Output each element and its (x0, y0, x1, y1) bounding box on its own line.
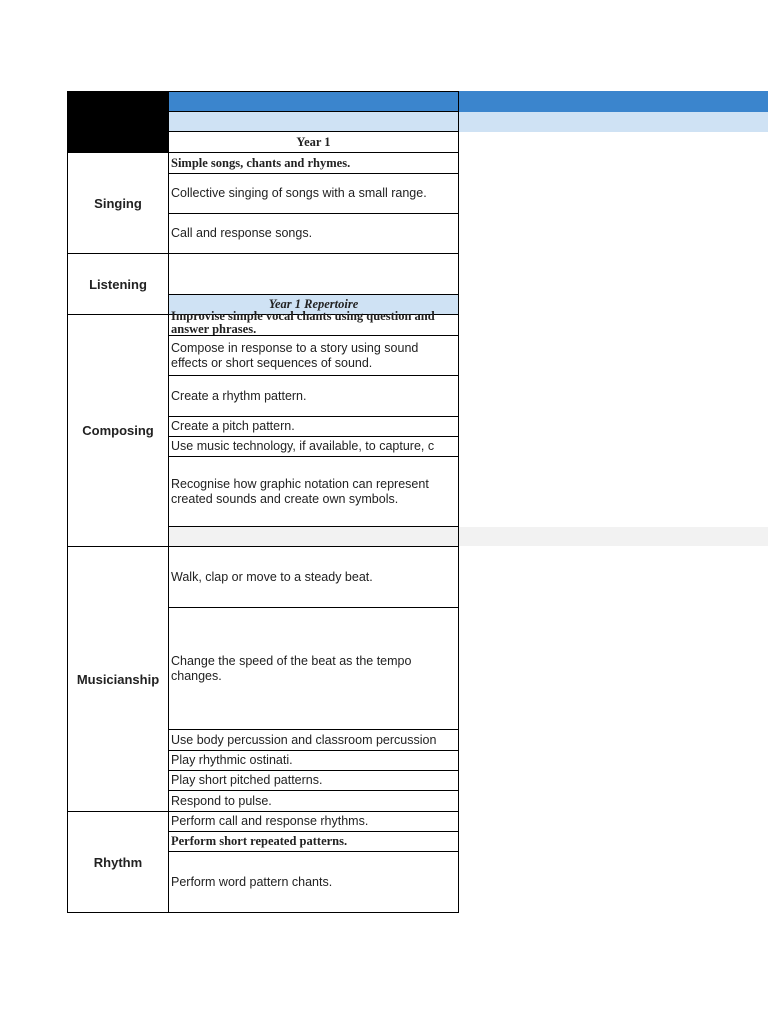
repertoire-heading: Year 1 Repertoire (268, 297, 359, 311)
musicianship-row: Walk, clap or move to a steady beat. (171, 569, 373, 584)
composing-row: Use music technology, if available, to capture, c (171, 439, 435, 453)
composing-row: Create a rhythm pattern. (171, 388, 307, 403)
singing-row: Collective singing of songs with a small range. (171, 186, 427, 200)
musicianship-row: Change the speed of the beat as the tempo changes. (171, 653, 412, 683)
composing-row: Improvise simple vocal chants using question and answer phrases. (171, 310, 435, 335)
singing-row: Simple songs, chants and rhymes. (171, 155, 351, 170)
composing-row: Recognise how graphic notation can represent created sounds and create own symbols. (171, 476, 429, 506)
category-musicianship: Musicianship (76, 671, 160, 687)
rhythm-row: Perform word pattern chants. (171, 874, 333, 889)
singing-row: Call and response songs. (171, 226, 313, 240)
composing-row: Create a pitch pattern. (171, 419, 295, 433)
musicianship-row: Use body percussion and classroom percussion (171, 732, 437, 747)
musicianship-row: Respond to pulse. (171, 793, 272, 808)
composing-row: Compose in response to a story using sound effects or short sequences of sound. (171, 340, 419, 370)
header-light-blue-band (168, 112, 768, 132)
musicianship-row: Play short pitched patterns. (171, 773, 323, 787)
header-black-block (67, 91, 168, 153)
rhythm-row: Perform call and response rhythms. (171, 814, 369, 828)
year-heading: Year 1 (296, 134, 331, 149)
rhythm-row: Perform short repeated patterns. (171, 834, 348, 848)
category-composing: Composing (82, 423, 154, 438)
category-singing: Singing (94, 195, 142, 211)
gray-spacer-band (168, 527, 768, 546)
category-rhythm: Rhythm (93, 854, 143, 870)
musicianship-row: Play rhythmic ostinati. (171, 753, 293, 767)
category-listening: Listening (89, 276, 147, 292)
header-blue-band (168, 91, 768, 112)
